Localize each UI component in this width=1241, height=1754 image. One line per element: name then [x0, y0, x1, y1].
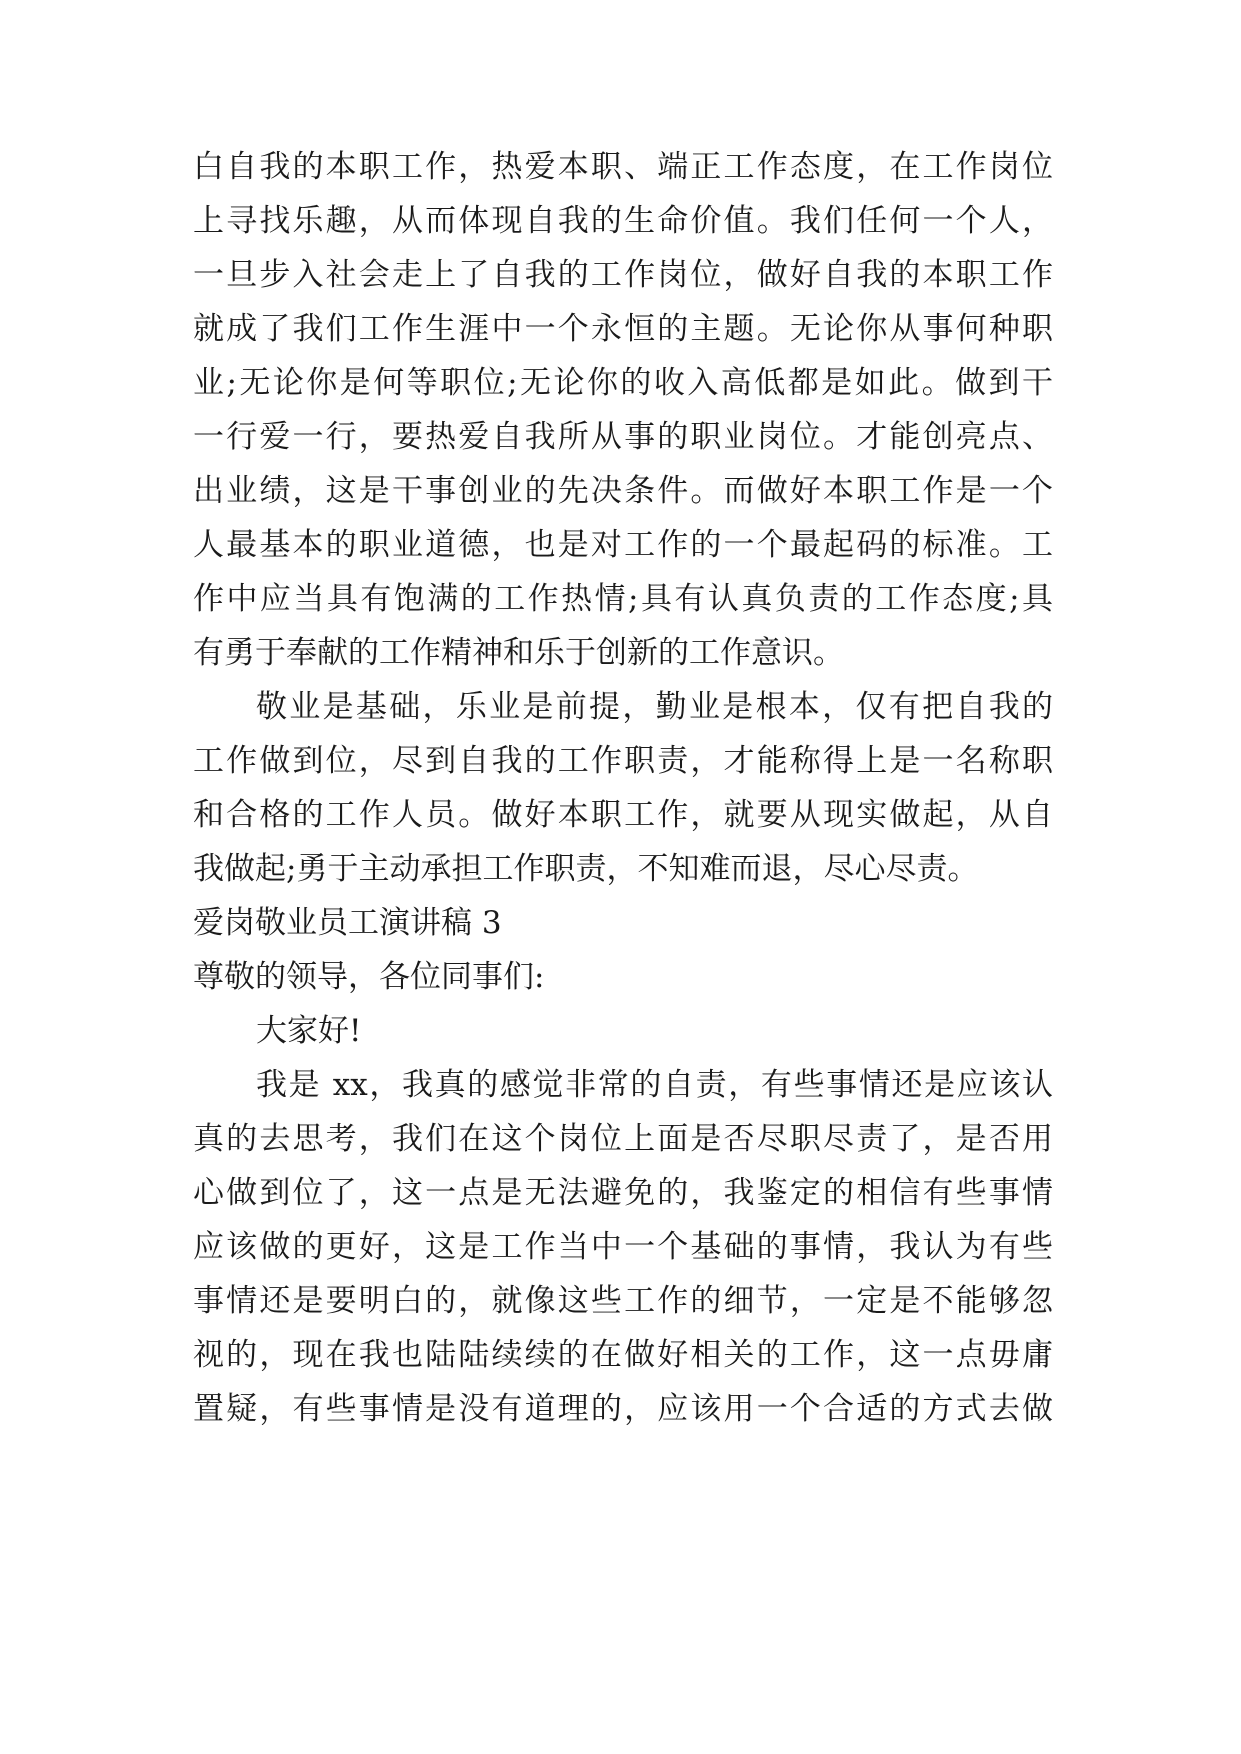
- greeting: 大家好!: [256, 1013, 362, 1049]
- text-line: 作中应当具有饱满的工作热情;具有认真负责的工作态度;具: [193, 581, 1053, 617]
- text-line: 上寻找乐趣，从而体现自我的生命价值。我们任何一个人，: [193, 203, 1053, 239]
- text-line: 我是 xx，我真的感觉非常的自责，有些事情还是应该认: [256, 1067, 1053, 1103]
- text-line: 工作做到位，尽到自我的工作职责，才能称得上是一名称职: [193, 743, 1053, 779]
- text-line: 白自我的本职工作，热爱本职、端正工作态度，在工作岗位: [193, 149, 1053, 185]
- text-line: 一行爱一行，要热爱自我所从事的职业岗位。才能创亮点、: [193, 419, 1053, 455]
- text-line: 人最基本的职业道德，也是对工作的一个最起码的标准。工: [193, 527, 1053, 563]
- text-line: 事情还是要明白的，就像这些工作的细节，一定是不能够忽: [193, 1283, 1053, 1319]
- text-line: 心做到位了，这一点是无法避免的，我鉴定的相信有些事情: [193, 1175, 1053, 1211]
- text-line: 和合格的工作人员。做好本职工作，就要从现实做起，从自: [193, 797, 1053, 833]
- text-line: 业;无论你是何等职位;无论你的收入高低都是如此。做到干: [193, 365, 1053, 401]
- text-line: 有勇于奉献的工作精神和乐于创新的工作意识。: [193, 635, 844, 671]
- text-line: 就成了我们工作生涯中一个永恒的主题。无论你从事何种职: [193, 311, 1053, 347]
- text-line: 敬业是基础，乐业是前提，勤业是根本，仅有把自我的: [256, 689, 1053, 725]
- text-line: 应该做的更好，这是工作当中一个基础的事情，我认为有些: [193, 1229, 1053, 1265]
- text-line: 我做起;勇于主动承担工作职责，不知难而退，尽心尽责。: [193, 851, 979, 887]
- section-title: 爱岗敬业员工演讲稿 3: [193, 905, 502, 941]
- text-line: 一旦步入社会走上了自我的工作岗位，做好自我的本职工作: [193, 257, 1053, 293]
- text-line: 出业绩，这是干事创业的先决条件。而做好本职工作是一个: [193, 473, 1053, 509]
- text-line: 视的，现在我也陆陆续续的在做好相关的工作，这一点毋庸: [193, 1337, 1053, 1373]
- salutation: 尊敬的领导，各位同事们:: [193, 959, 545, 995]
- text-line: 真的去思考，我们在这个岗位上面是否尽职尽责了，是否用: [193, 1121, 1053, 1157]
- text-line: 置疑，有些事情是没有道理的，应该用一个合适的方式去做: [193, 1391, 1053, 1427]
